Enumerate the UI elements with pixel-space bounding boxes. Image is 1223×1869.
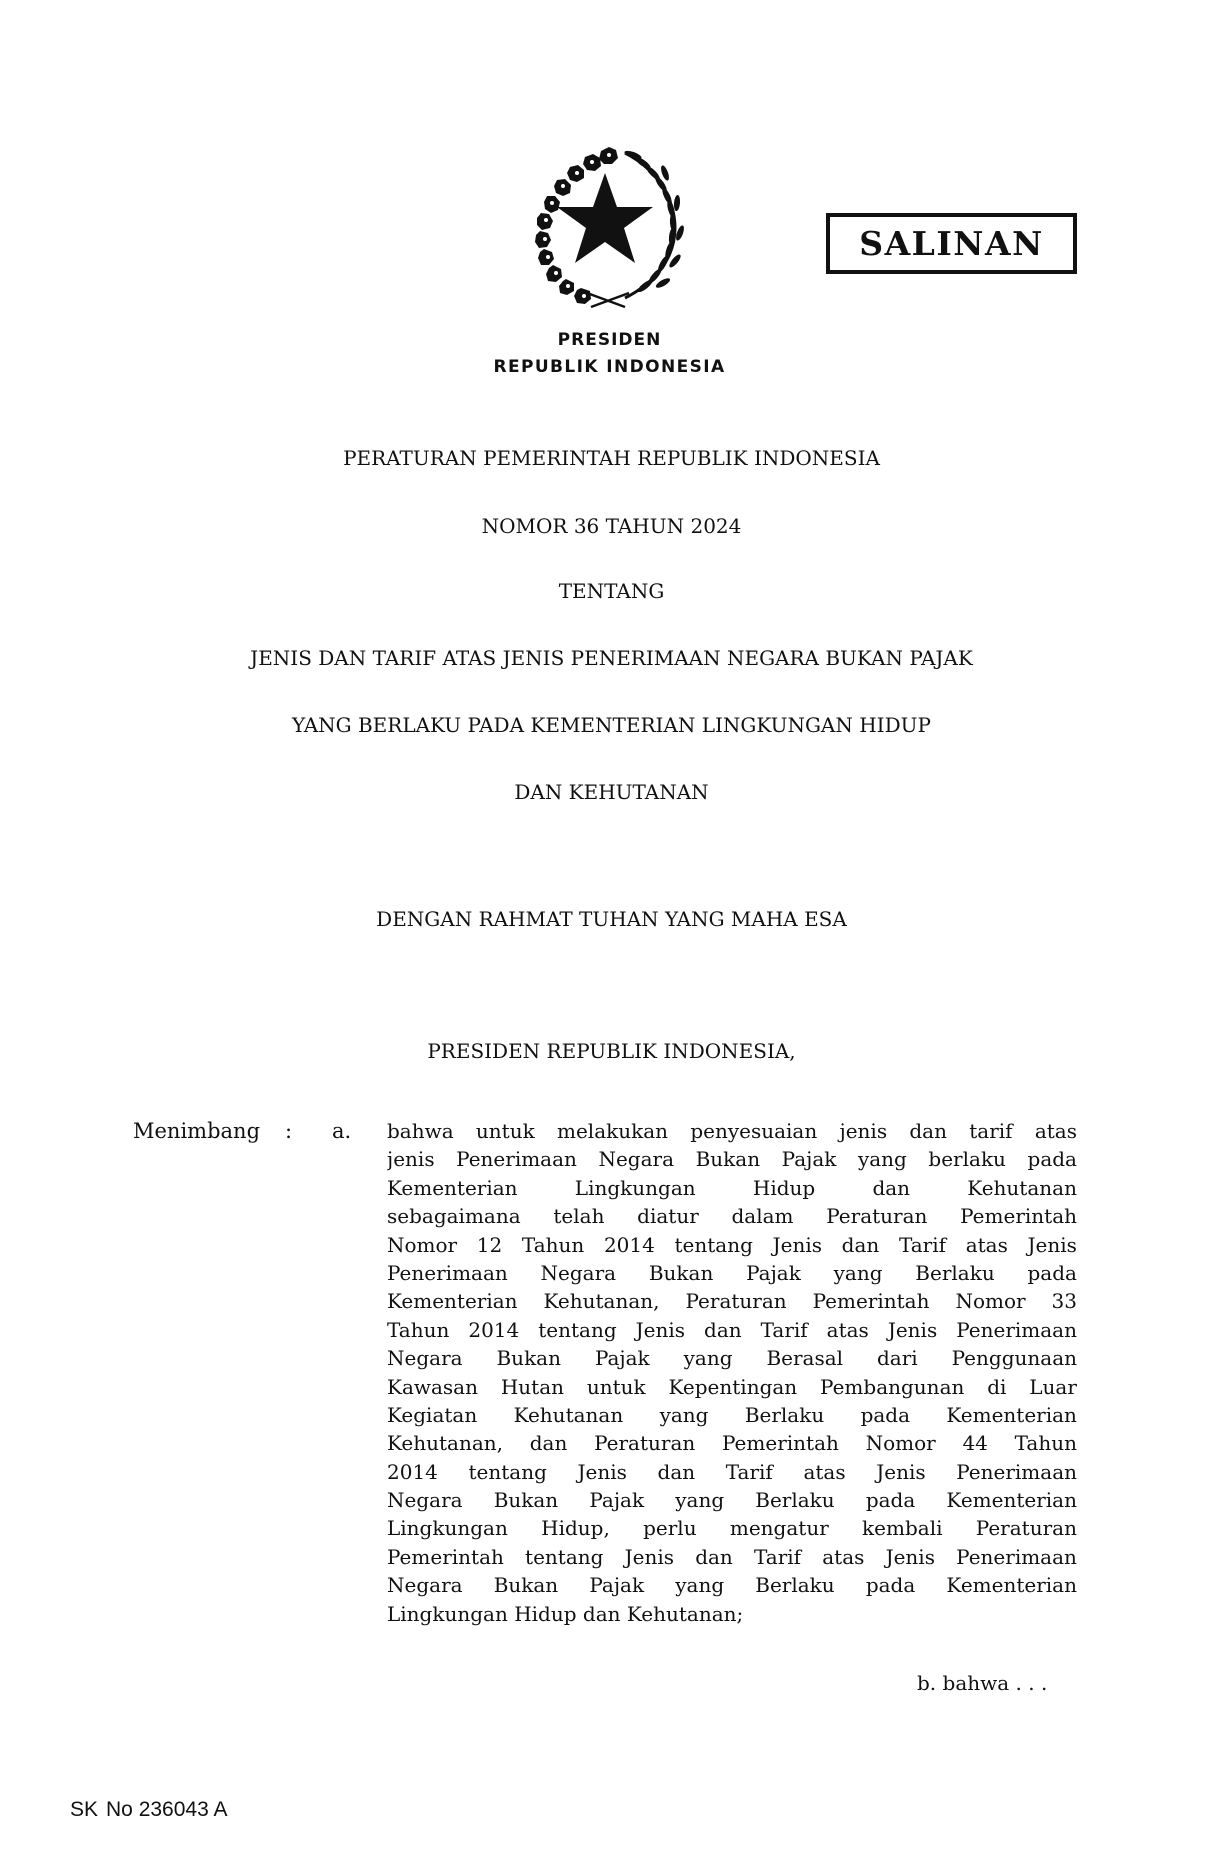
body-line: Tahun 2014 tentang Jenis dan Tarif atas Jenis Penerimaan (387, 1317, 1077, 1342)
regulation-subject-line-1: JENIS DAN TARIF ATAS JENIS PENERIMAAN NEGARA BUKAN PAJAK (250, 646, 973, 670)
body-line: Pemerintah tentang Jenis dan Tarif atas Jenis Penerimaan (387, 1544, 1077, 1569)
item-marker-a: a. (332, 1119, 352, 1143)
sk-number (70, 1798, 227, 1822)
body-line: Kementerian Kehutanan, Peraturan Pemerintah Nomor 33 (387, 1289, 1077, 1314)
body-line: Penerimaan Negara Bukan Pajak yang Berlaku pada (387, 1260, 1077, 1285)
regulation-subject-line-3: DAN KEHUTANAN (514, 780, 709, 804)
authority-line: PRESIDEN REPUBLIK INDONESIA, (427, 1039, 796, 1063)
body-line: bahwa untuk melakukan penyesuaian jenis dan tarif atas (387, 1119, 1077, 1143)
sk-prefix: SK (70, 1798, 99, 1821)
body-line: Negara Bukan Pajak yang Berlaku pada Kementerian (387, 1573, 1077, 1598)
considering-item-a-text (387, 1117, 1077, 1628)
regulation-about-label: TENTANG (558, 579, 665, 603)
copy-stamp-text: SALINAN (859, 224, 1044, 263)
regulation-number: NOMOR 36 TAHUN 2024 (481, 514, 742, 538)
body-line: Lingkungan Hidup, perlu mengatur kembali Peraturan (387, 1516, 1077, 1541)
body-line: sebagaimana telah diatur dalam Peraturan Pemerintah (387, 1204, 1077, 1229)
sk-number-value: No 236043 A (106, 1798, 228, 1821)
considering-label: Menimbang (133, 1119, 261, 1143)
presidential-seal-icon (525, 143, 691, 309)
considering-colon: : (285, 1119, 293, 1143)
body-line: jenis Penerimaan Negara Bukan Pajak yang berlaku pada (387, 1147, 1077, 1172)
body-line: Kementerian Lingkungan Hidup dan Kehutanan (387, 1175, 1077, 1200)
body-line: 2014 tentang Jenis dan Tarif atas Jenis Penerimaan (387, 1459, 1077, 1484)
body-line: Nomor 12 Tahun 2014 tentang Jenis dan Tarif atas Jenis (387, 1232, 1077, 1257)
body-line: Kegiatan Kehutanan yang Berlaku pada Kementerian (387, 1402, 1077, 1427)
body-line: Lingkungan Hidup dan Kehutanan; (387, 1601, 744, 1626)
emblem-caption-presiden: PRESIDEN (557, 330, 662, 350)
body-line: Kawasan Hutan untuk Kepentingan Pembangunan di Luar (387, 1374, 1077, 1399)
regulation-subject-line-2: YANG BERLAKU PADA KEMENTERIAN LINGKUNGAN HIDUP (292, 713, 931, 737)
copy-stamp (826, 213, 1077, 274)
regulation-type: PERATURAN PEMERINTAH REPUBLIK INDONESIA (343, 446, 880, 470)
body-line: Negara Bukan Pajak yang Berasal dari Penggunaan (387, 1346, 1077, 1371)
emblem-caption-republik: REPUBLIK INDONESIA (493, 357, 726, 377)
invocation: DENGAN RAHMAT TUHAN YANG MAHA ESA (376, 907, 847, 931)
page-continuation: b. bahwa . . . (917, 1671, 1048, 1695)
star-icon (557, 173, 653, 263)
body-line: Negara Bukan Pajak yang Berlaku pada Kementerian (387, 1488, 1077, 1513)
body-line: Kehutanan, dan Peraturan Pemerintah Nomor 44 Tahun (387, 1431, 1077, 1456)
crossed-stems-icon (587, 293, 629, 307)
